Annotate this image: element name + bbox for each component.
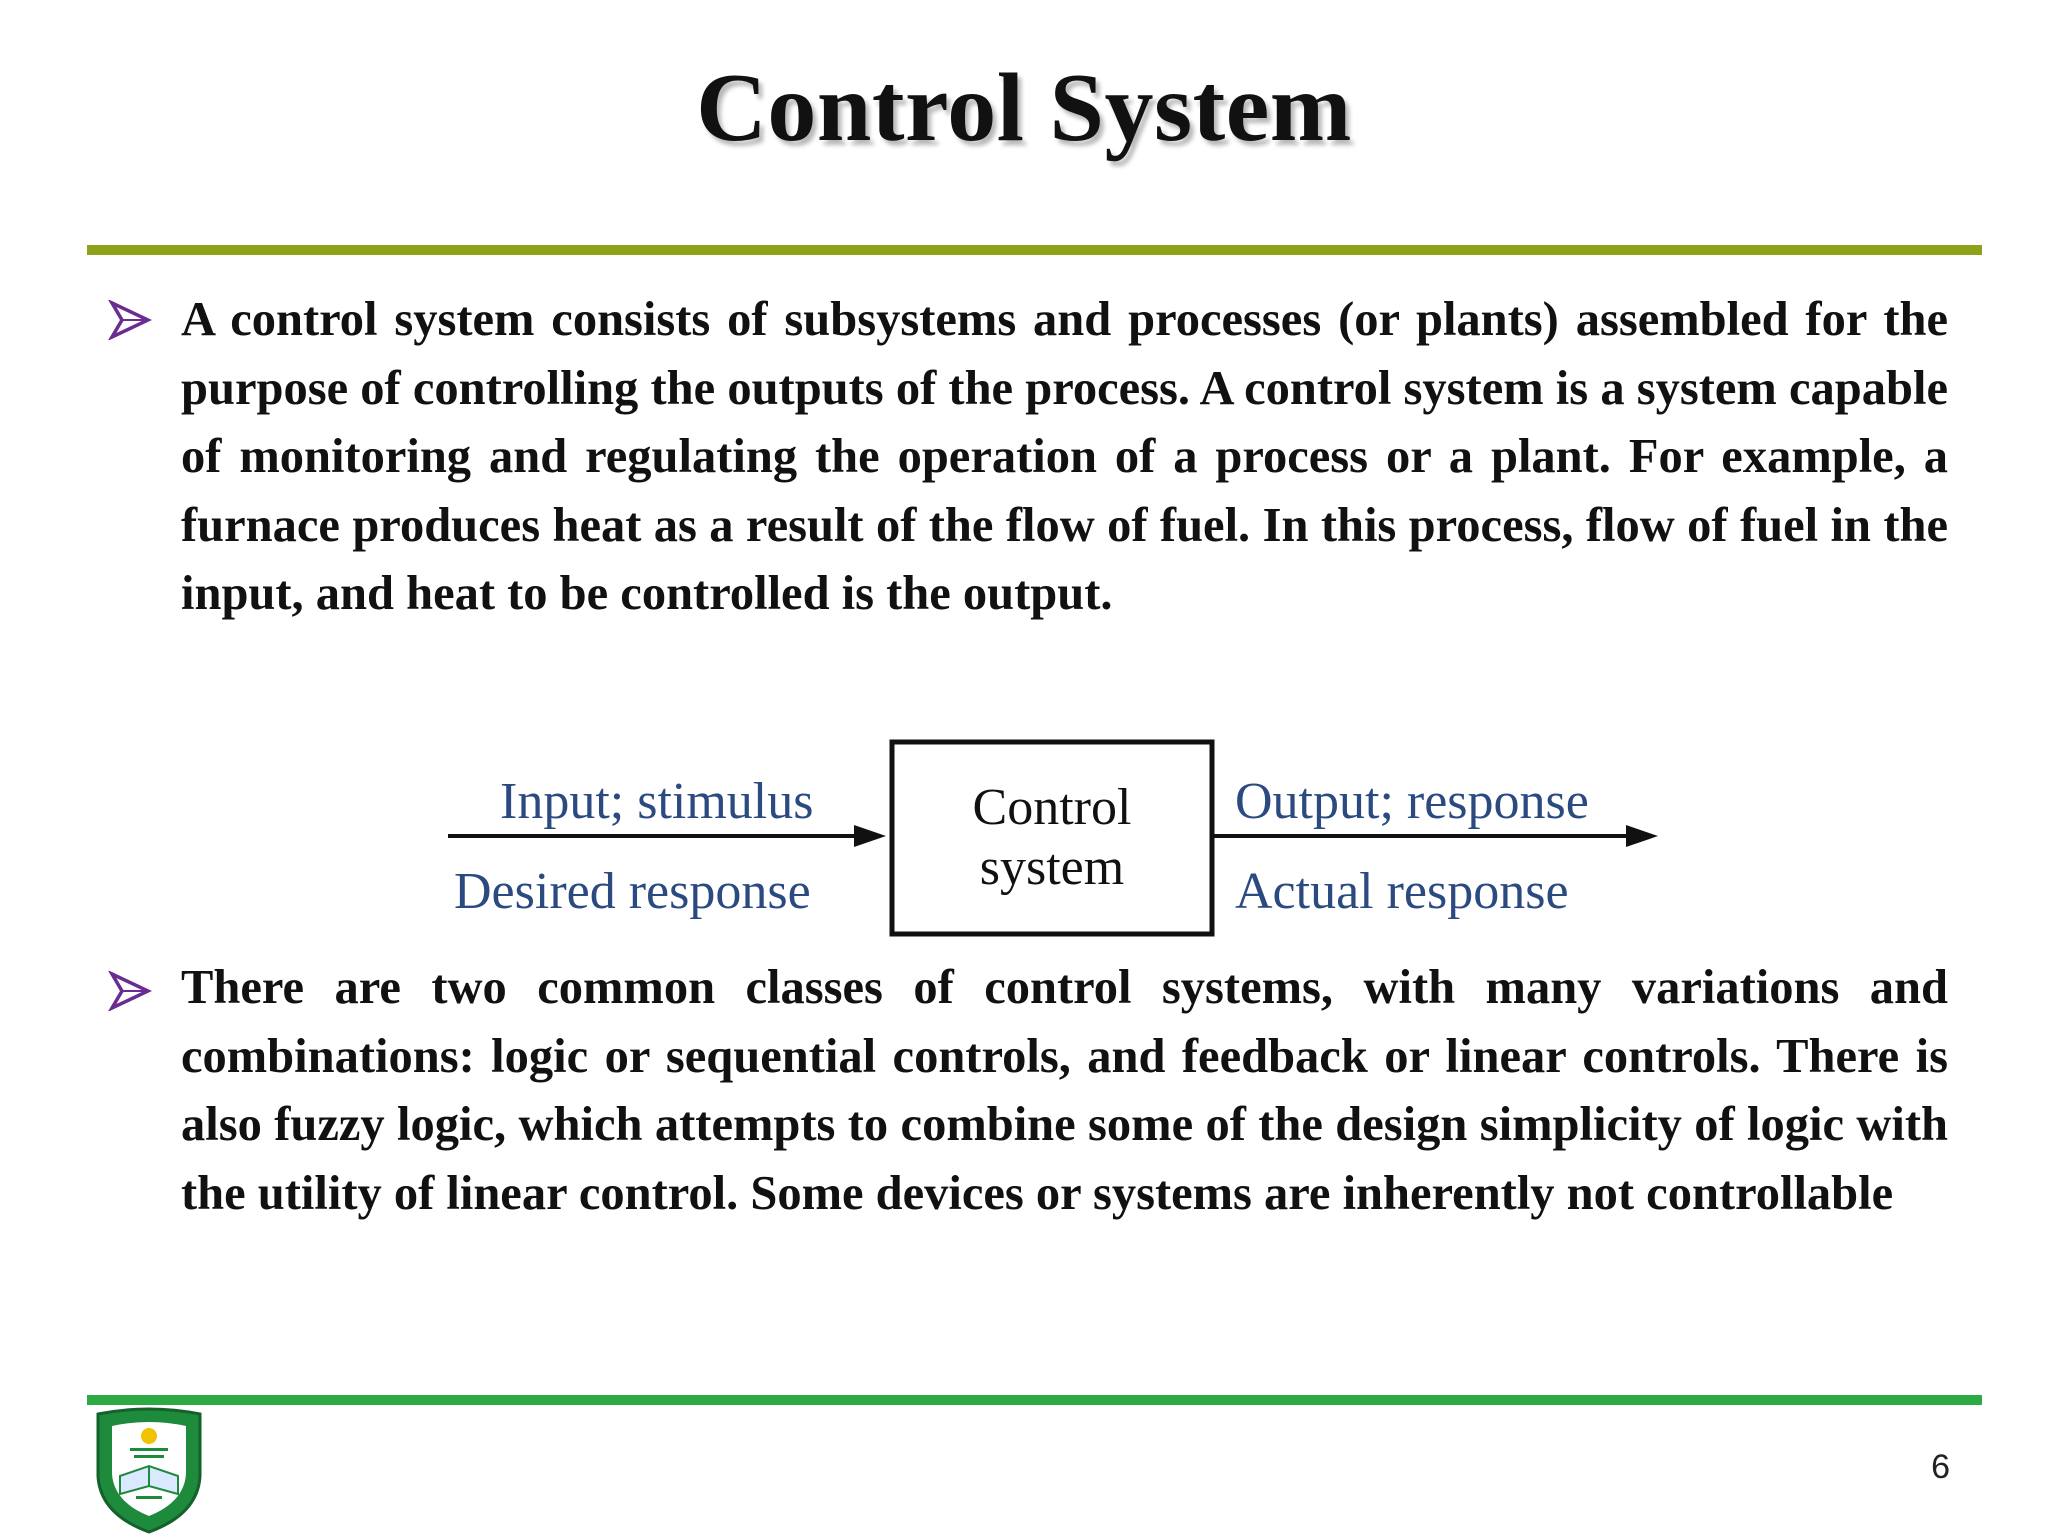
control-system-diagram (440, 732, 1660, 946)
output-arrowhead-icon (1626, 825, 1658, 847)
bullet-arrow-icon (108, 300, 152, 340)
footer-divider (87, 1395, 1982, 1405)
title-divider (87, 245, 1982, 255)
input-arrowhead-icon (854, 825, 886, 847)
input-label-bottom: Desired response (454, 863, 811, 920)
control-block (892, 742, 1212, 934)
block-label-line1: Control (972, 779, 1132, 836)
bullet-text-2: There are two common classes of control systems, with many variations and combinations: logic or sequential controls, and feedback or linear controls. There is also fuzzy logic, which attempts to combine some of the design simplicity of logic with the utility of linear control. Some devices or systems are inherently not controllable (181, 961, 1948, 1220)
output-label-bottom: Actual response (1235, 863, 1569, 920)
output-label-top: Output; response (1235, 773, 1589, 830)
input-label-top: Input; stimulus (500, 773, 814, 830)
slide-title: Control System (696, 54, 1352, 162)
page-number: 6 (1931, 1448, 1950, 1486)
bullet-text-1: A control system consists of subsystems and processes (or plants) assembled for the purpose of controlling the outputs of the process. A control system is a system capable of monitoring and regulating the operation of a process or a plant. For example, a furnace produces heat as a result of the flow of fuel. In this process, flow of fuel in the input, and heat to be controlled is the output. (181, 293, 1948, 620)
bullet-arrow-icon (108, 971, 152, 1011)
university-shield-logo-icon (90, 1406, 208, 1536)
block-label-line2: system (979, 839, 1125, 896)
